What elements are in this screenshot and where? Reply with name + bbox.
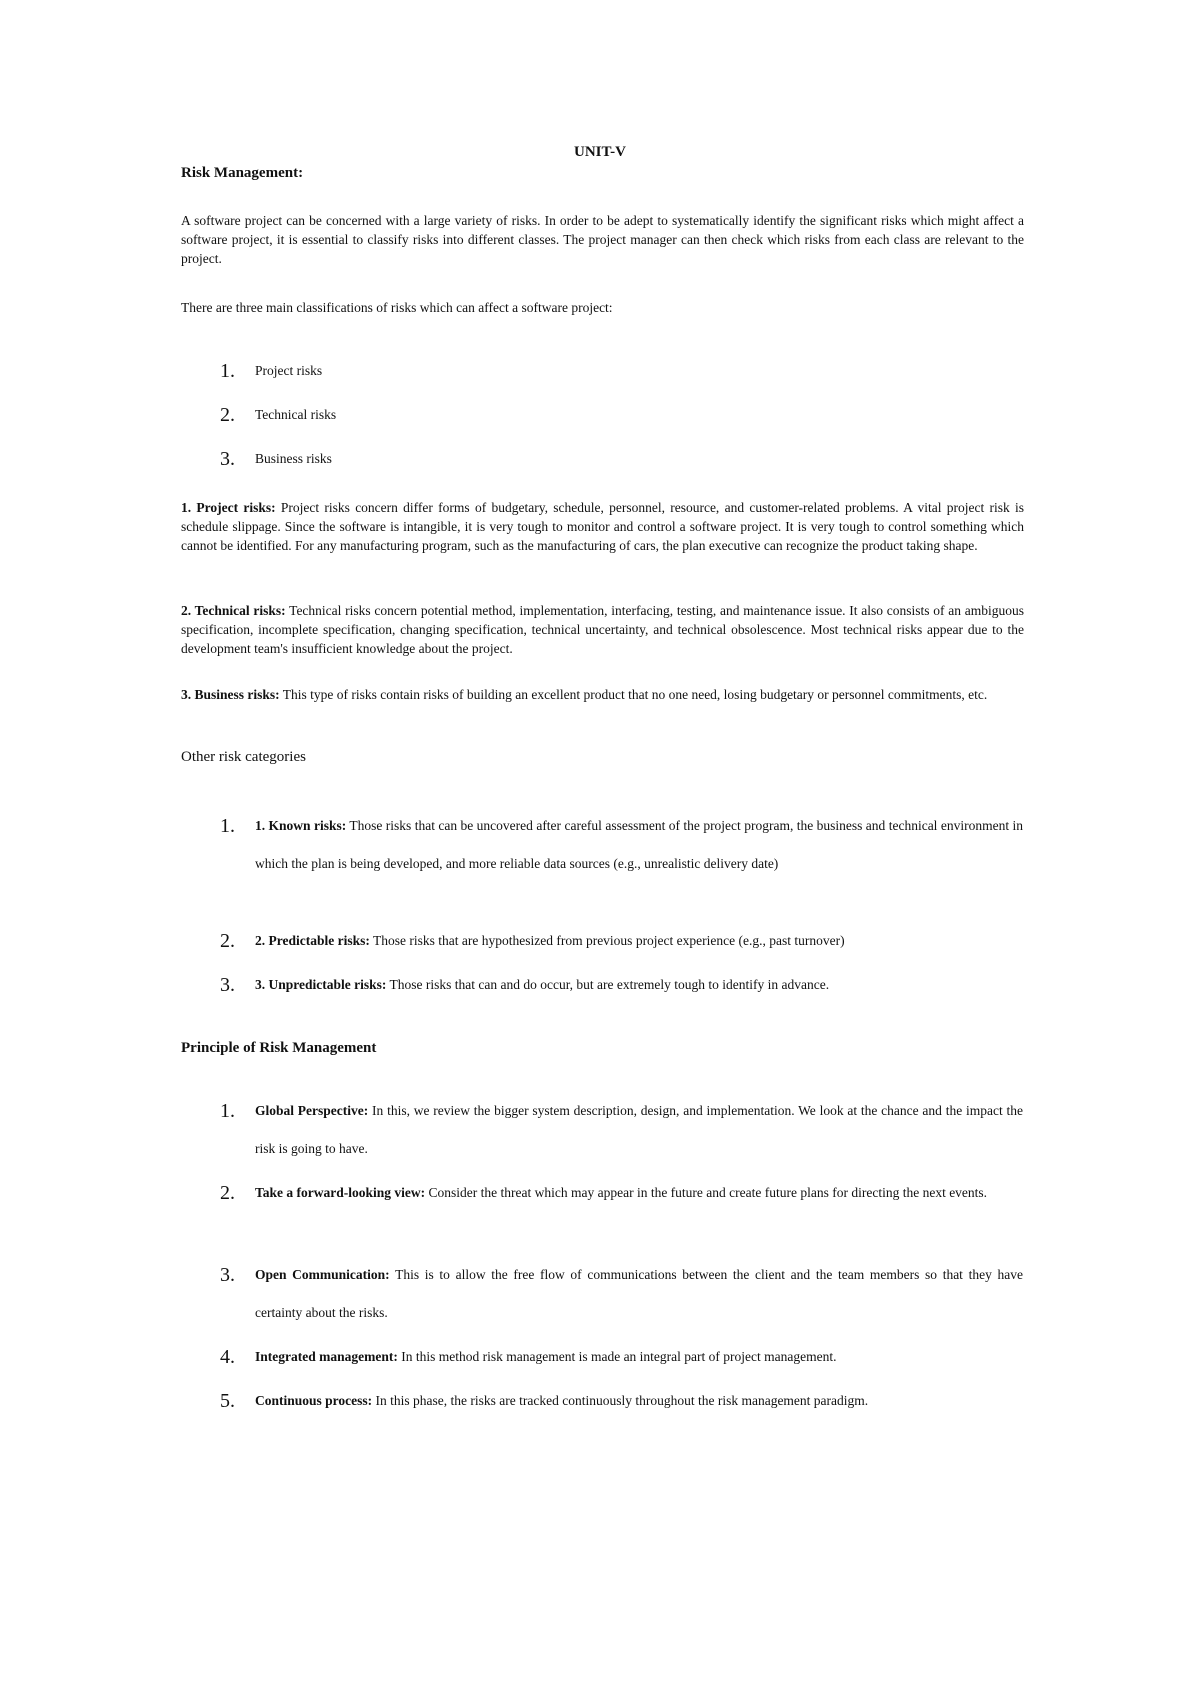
list-number: 3. [220, 448, 235, 470]
other-categories-heading: Other risk categories [181, 749, 306, 765]
project-risks-paragraph [181, 498, 1024, 555]
list-text [255, 1256, 1023, 1332]
list-text [255, 1349, 1023, 1365]
list-text [255, 807, 1023, 883]
paragraph-title: 3. Business risks: [181, 687, 280, 702]
paragraph-title: 2. Technical risks: [181, 603, 286, 618]
technical-risks-paragraph [181, 601, 1024, 658]
item-text: In this phase, the risks are tracked continuously throughout the risk management paradigm. [372, 1393, 869, 1408]
list-text [255, 933, 1023, 949]
item-text: In this, we review the bigger system description, design, and implementation. We look at the chance and the impact the risk is going to have. [255, 1103, 1023, 1156]
list-number: 5. [220, 1390, 235, 1412]
item-title: Global Perspective: [255, 1103, 369, 1118]
list-number: 3. [220, 974, 235, 996]
item-title: 1. Known risks: [255, 818, 347, 833]
item-text: This is to allow the free flow of communications between the client and the team members so that they have certainty about the risks. [255, 1267, 1023, 1320]
paragraph-text: Technical risks concern potential method, implementation, interfacing, testing, and maintenance issue. It also consists of an ambiguous specification, incomplete specification, changing specification, technical uncertainty, and technical obsolescence. Most technical risks appear due to the development team's insufficient knowledge about the project. [181, 603, 1024, 656]
item-title: Open Communication: [255, 1267, 390, 1282]
list-label: Business risks [255, 451, 332, 466]
list-number: 1. [220, 1100, 235, 1122]
business-risks-paragraph [181, 685, 1024, 704]
item-title: Integrated management: [255, 1349, 398, 1364]
list-label: Project risks [255, 363, 323, 378]
item-text: In this method risk management is made an integral part of project management. [397, 1349, 837, 1364]
item-title: 2. Predictable risks: [255, 933, 370, 948]
item-text: Those risks that can and do occur, but are extremely tough to identify in advance. [386, 977, 830, 992]
section-heading: Risk Management: [181, 165, 304, 181]
list-text [255, 1174, 1023, 1212]
item-title: 3. Unpredictable risks: [255, 977, 387, 992]
item-title: Take a forward-looking view: [255, 1185, 426, 1200]
item-text: Those risks that are hypothesized from previous project experience (e.g., past turnover) [369, 933, 845, 948]
list-text [255, 1092, 1023, 1168]
paragraph-text: Project risks concern differ forms of budgetary, schedule, personnel, resource, and customer-related problems. A vital project risk is schedule slippage. Since the software is intangible, it is very tough to monitor and control a software project. It is very tough to control something which cannot be identified. For any manufacturing program, such as the manufacturing of cars, the plan executive can recognize the product taking shape. [181, 500, 1024, 553]
principle-heading: Principle of Risk Management [181, 1040, 377, 1056]
classification-intro: There are three main classifications of risks which can affect a software project: [181, 300, 613, 315]
list-number: 1. [220, 360, 235, 382]
list-label: Technical risks [255, 407, 337, 422]
paragraph-title: 1. Project risks: [181, 500, 276, 515]
unit-title: UNIT-V [574, 144, 626, 160]
list-number: 4. [220, 1346, 235, 1368]
list-number: 2. [220, 930, 235, 952]
intro-paragraph: A software project can be concerned with a large variety of risks. In order to be adept to systematically identify the significant risks which might affect a software project, it is essential to classify risks into different classes. The project manager can then check which risks from each class are relevant to the project. [181, 213, 1024, 266]
item-title: Continuous process: [255, 1393, 373, 1408]
list-number: 3. [220, 1264, 235, 1286]
item-text: Those risks that can be uncovered after careful assessment of the project program, the business and technical environment in which the plan is being developed, and more reliable data sources (e.g., unrealistic delivery date) [255, 818, 1023, 871]
item-text: Consider the threat which may appear in the future and create future plans for directing the next events. [425, 1185, 988, 1200]
list-number: 2. [220, 404, 235, 426]
list-number: 1. [220, 815, 235, 837]
list-number: 2. [220, 1182, 235, 1204]
list-text [255, 1393, 1023, 1409]
list-text [255, 977, 1023, 993]
paragraph-text: This type of risks contain risks of building an excellent product that no one need, losing budgetary or personnel commitments, etc. [279, 687, 988, 702]
